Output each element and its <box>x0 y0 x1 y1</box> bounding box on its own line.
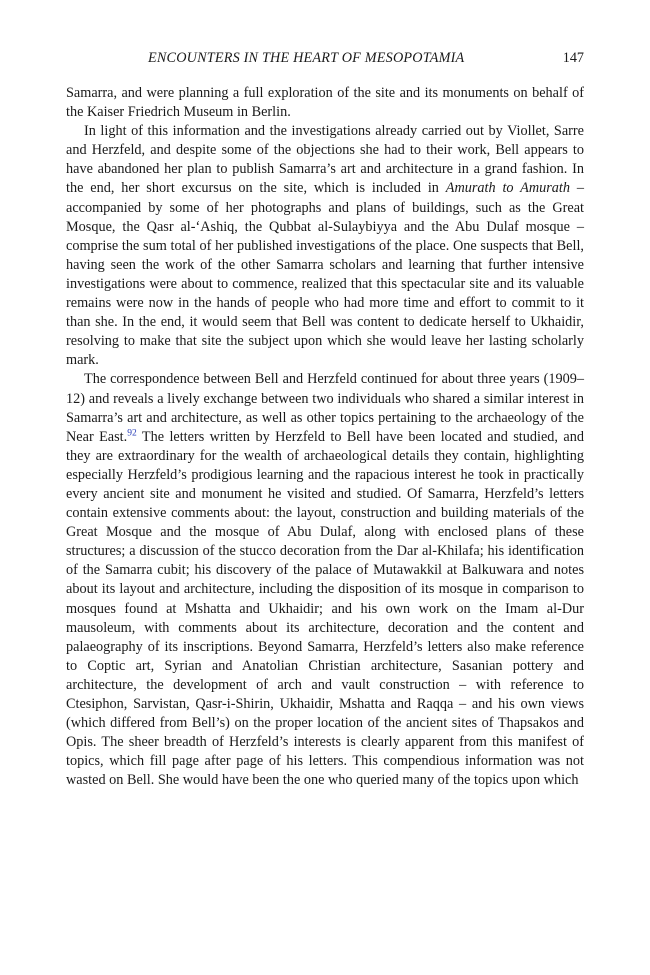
paragraph-text: In light of this information and the investigations already carried out by Viollet, Sarre and Herzfeld, and despite some of the objections she had to their work, Bell appears to have abandoned her plan to publish Samarra’s art and architecture in a grand fashion. In the end, her short excursus on the site, which is included in <box>66 123 584 197</box>
paragraph-text: – accompanied by some of her photographs and plans of buildings, such as the Great Mosque, the Qasr al-‘Ashiq, the Qubbat al-Sulaybiyya and the Abu Dulaf mosque – comprise the sum total of her published investigations of the place. One suspects that Bell, having seen the work of the other Samarra scholars and learning that further intensive investigations were about to commence, realized that this spectacular site and its valuable remains were now in the hands of people who had more time and effort to commit to it than she. In the end, it would seem that Bell was content to dedicate herself to Ukhaidir, resolving to make that site the subject upon which she would leave her lasting scholarly mark. <box>66 180 585 369</box>
paragraph-correspondence <box>66 370 584 790</box>
body-text <box>66 84 584 790</box>
running-header <box>66 50 584 76</box>
book-title-italic: Amurath to Amurath <box>445 180 571 197</box>
paragraph-text: The letters written by Herzfeld to Bell have been located and studied, and they are extraordinary for the wealth of archaeological details they contain, highlighting especially Herzfeld’s prodigious learning and the rapacious interest he took in practically every ancient site and monument he visited and studied. Of Samarra, Herzfeld’s letters contain extensive comments about: the layout, construction and building materials of the Great Mosque and the mosque of Abu Dulaf, along with enclosed plans of these structures; a discussion of the stucco decoration from the Dar al-Khilafa; his identification of the Samarra cubit; his discovery of the palace of Mutawakkil at Balkuwara and notes about its layout and architecture, including the disposition of its mosque in comparison to mosques found at Mshatta and Ukhaidir; and his own work on the Imam al-Dur mausoleum, with comments about its architecture, decoration and the content and palaeography of its inscriptions. Beyond Samarra, Herzfeld’s letters also make reference to Coptic art, Syrian and Anatolian Christian architecture, Sasanian pottery and architecture, the development of arch and vault construction – with reference to Ctesiphon, Sarvistan, Qasr-i-Shirin, Ukhaidir, Mshatta and Raqqa – and his own views (which differed from Bell’s) on the proper location of the ancient sites of Thapsakos and Opis. The sheer breadth of Herzfeld’s interests is clearly apparent from this manifest of topics, which fill page after page of his letters. This compendious information was not wasted on Bell. She would have been the one who queried many of the topics upon which <box>66 428 584 789</box>
book-page <box>66 50 584 790</box>
running-title: ENCOUNTERS IN THE HEART OF MESOPOTAMIA <box>148 50 465 66</box>
paragraph-continued: Samarra, and were planning a full exploration of the site and its monuments on behalf of the Kaiser Friedrich Museum in Berlin. <box>66 85 584 121</box>
paragraph-bell-samarra <box>66 122 584 370</box>
page-number: 147 <box>562 50 584 66</box>
paragraph-text: The correspondence between Bell and Herzfeld continued for about three years (1909–12) and reveals a lively exchange between two individuals who shared a similar interest in Samarra’s art and architecture, as well as other topics pertaining to the archaeology of the Near East. <box>66 371 584 445</box>
footnote-reference-link[interactable]: 92 <box>127 427 137 438</box>
